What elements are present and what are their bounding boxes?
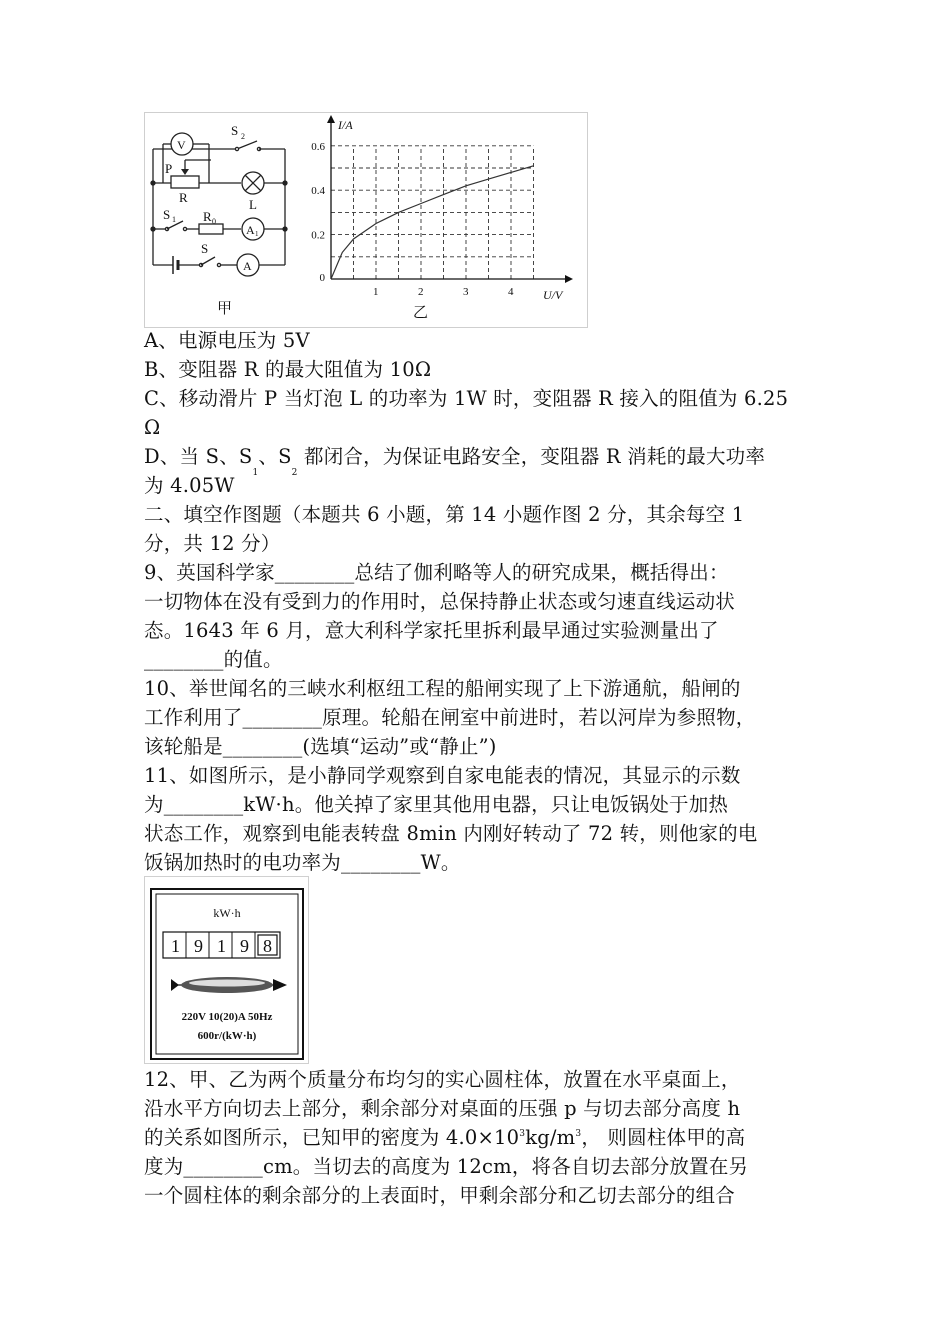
q12-line3 — [144, 1123, 812, 1152]
option-d-sub2: 2 — [291, 468, 298, 478]
q12-line3-sup1: 3 — [519, 1129, 526, 1139]
x-axis-arrow-icon — [565, 275, 573, 283]
section2-line1: 二、填空作图题（本题共 6 小题，第 14 小题作图 2 分，其余每空 1 — [144, 503, 745, 526]
q12-line3-part3: ， 则圆柱体甲的高 — [581, 1126, 746, 1149]
option-d-part2: 、S — [258, 445, 292, 468]
label-ammeter-a1: A — [246, 223, 255, 237]
label-s2-sub: 2 — [241, 132, 245, 141]
figure-circuit-and-graph — [144, 112, 588, 328]
option-d-line2: 为 4.05W — [144, 474, 235, 497]
q9-line4: ________的值。 — [144, 648, 283, 671]
meter-digit: 9 — [194, 936, 203, 956]
label-ammeter-a: A — [243, 259, 252, 273]
q12-line2: 沿水平方向切去上部分，剩余部分对桌面的压强 p 与切去部分高度 h — [144, 1097, 741, 1120]
iu-graph — [311, 115, 573, 302]
q11-line2: 为________kW·h。他关掉了家里其他用电器，只让电饭锅处于加热 — [144, 793, 729, 816]
q10-line1: 10、举世闻名的三峡水利枢纽工程的船闸实现了上下游通航，船闸的 — [144, 677, 741, 700]
label-s2: S — [231, 123, 239, 138]
y-axis-label: I/A — [338, 118, 353, 132]
y-tick-label: 0.4 — [311, 185, 325, 198]
q12-line4: 度为________cm。当切去的高度为 12cm，将各自切去部分放置在另 — [144, 1155, 749, 1178]
q11-line1: 11、如图所示，是小静同学观察到自家电能表的情况，其显示的示数 — [144, 764, 741, 787]
x-tick-label: 1 — [373, 286, 379, 298]
label-rheostat-r: R — [179, 190, 188, 205]
label-voltmeter: V — [177, 138, 186, 152]
option-d-part3: 都闭合，为保证电路安全，变阻器 R 消耗的最大功率 — [297, 445, 766, 468]
label-s1: S — [163, 207, 171, 222]
option-d-sub1: 1 — [252, 468, 259, 478]
label-r0-sub: 0 — [212, 217, 216, 226]
meter-digit: 9 — [240, 936, 249, 956]
q9-line3: 态。1643 年 6 月，意大利科学家托里拆利最早通过实验测量出了 — [144, 619, 719, 642]
q12-block — [144, 1065, 812, 1210]
q9-line1: 9、英国科学家________总结了伽利略等人的研究成果，概括得出： — [144, 561, 729, 584]
x-tick-label: 4 — [508, 286, 514, 298]
meter-spec-2: 600r/(kW·h) — [197, 1030, 257, 1042]
y-tick-label: 0.6 — [311, 140, 325, 153]
q10-line2: 工作利用了________原理。轮船在闸室中前进时，若以河岸为参照物， — [144, 706, 756, 729]
meter-digit: 8 — [263, 936, 272, 956]
meter-spec-1: 220V 10(20)A 50Hz — [181, 1011, 273, 1023]
x-axis-label: U/V — [543, 288, 563, 302]
option-d-line1 — [144, 442, 812, 478]
option-b: B、变阻器 R 的最大阻值为 10Ω — [144, 358, 432, 381]
meter-unit: kW·h — [213, 906, 241, 920]
meter-digits — [163, 932, 280, 958]
options-block — [144, 326, 812, 877]
y-axis-arrow-icon — [327, 115, 335, 123]
option-d-part1: D、当 S、S — [144, 445, 253, 468]
meter-digit: 1 — [171, 936, 180, 956]
q11-line4: 饭锅加热时的电功率为________W。 — [144, 851, 461, 874]
option-a: A、电源电压为 5V — [144, 329, 310, 352]
y-tick-label: 0.2 — [311, 229, 325, 242]
y-tick-label: 0 — [319, 272, 325, 284]
meter-dial-icon — [171, 977, 287, 993]
electric-meter-figure — [144, 876, 309, 1064]
q12-line3-part1: 的关系如图所示，已知甲的密度为 4.0×10 — [144, 1126, 520, 1149]
q9-line2: 一切物体在没有受到力的作用时，总保持静止状态或匀速直线运动状 — [144, 590, 736, 613]
q11-line3: 状态工作，观察到电能表转盘 8min 内刚好转动了 72 转，则他家的电 — [144, 822, 758, 845]
graph-caption: 乙 — [413, 303, 429, 321]
circuit-caption: 甲 — [217, 299, 233, 317]
x-tick-label: 2 — [418, 286, 424, 298]
label-switch-s: S — [201, 241, 209, 256]
figure-svg — [145, 113, 589, 329]
q10-line3: 该轮船是________(选填“运动”或“静止”) — [144, 735, 497, 758]
meter-svg — [145, 877, 310, 1065]
label-lamp-l: L — [249, 197, 257, 212]
label-r0: R — [203, 209, 212, 224]
x-tick-label: 3 — [463, 286, 469, 298]
iu-curve — [331, 166, 534, 279]
meter-digit: 1 — [217, 936, 226, 956]
option-c-line1: C、移动滑片 P 当灯泡 L 的功率为 1W 时，变阻器 R 接入的阻值为 6.25 — [144, 387, 789, 410]
circuit-diagram — [151, 133, 287, 276]
option-c-line2: Ω — [144, 416, 161, 439]
q12-line1: 12、甲、乙为两个质量分布均匀的实心圆柱体，放置在水平桌面上， — [144, 1068, 741, 1091]
q12-line3-part2: kg/m — [525, 1126, 576, 1149]
label-ammeter-a1-sub: 1 — [255, 230, 259, 238]
label-s1-sub: 1 — [172, 215, 176, 224]
label-slider-p: P — [165, 161, 173, 176]
q12-line5: 一个圆柱体的剩余部分的上表面时，甲剩余部分和乙切去部分的组合 — [144, 1184, 736, 1207]
q12-line3-sup2: 3 — [575, 1129, 582, 1139]
section2-line2: 分，共 12 分） — [144, 532, 281, 555]
